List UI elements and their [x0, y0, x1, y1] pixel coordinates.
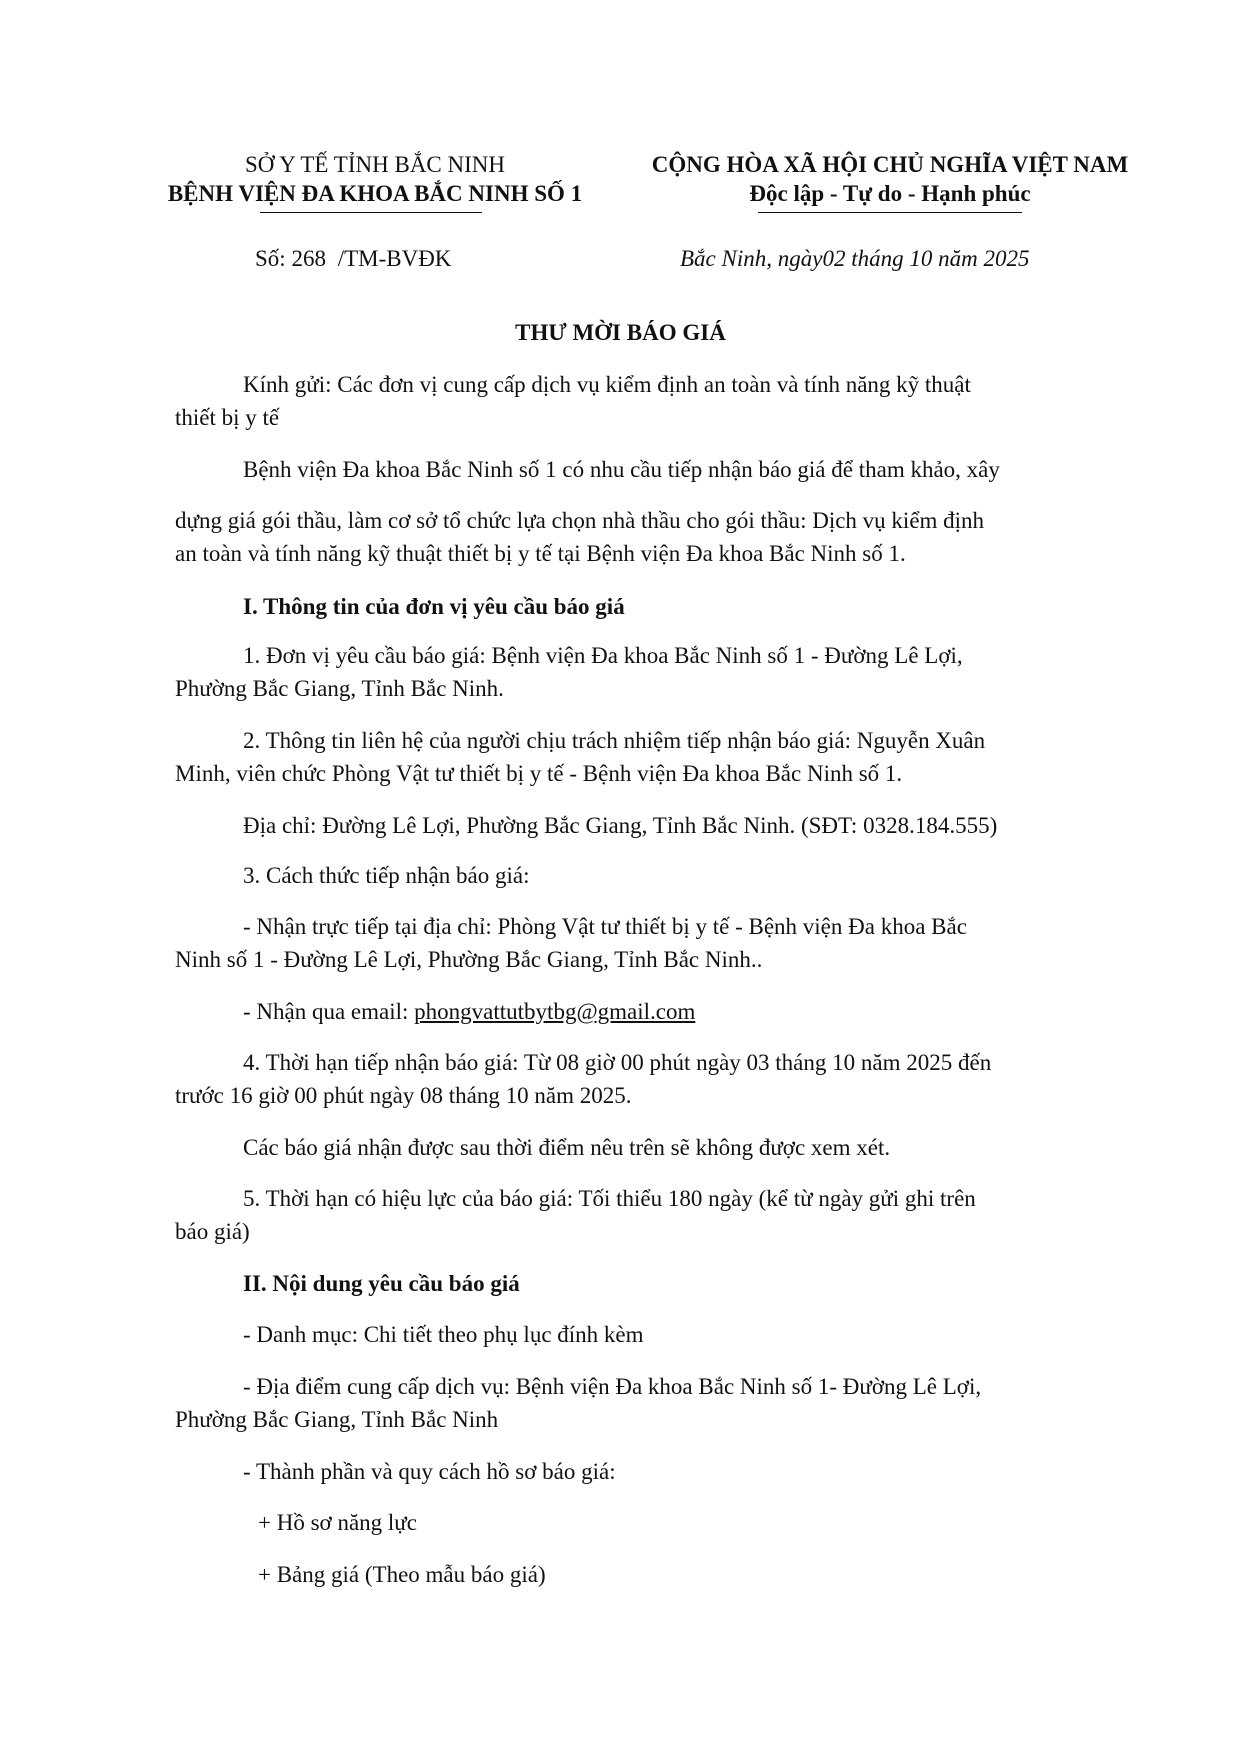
service-location-cont: Phường Bắc Giang, Tỉnh Bắc Ninh [175, 1407, 499, 1432]
sub-item-capacity: + Hồ sơ năng lực [258, 1510, 417, 1535]
email-receipt: - Nhận qua email: phongvattutbytbg@gmail.com [243, 999, 696, 1024]
item-5-cont: báo giá) [175, 1219, 250, 1244]
agency-name: SỞ Y TẾ TỈNH BẮC NINH [244, 152, 506, 177]
hospital-underline [260, 212, 482, 213]
late-note: Các báo giá nhận được sau thời điểm nêu trên sẽ không được xem xét. [243, 1135, 891, 1160]
item-4: 4. Thời hạn tiếp nhận báo giá: Từ 08 giờ 00 phút ngày 03 tháng 10 năm 2025 đến [243, 1050, 992, 1075]
salutation: Kính gửi: Các đơn vị cung cấp dịch vụ kiểm định an toàn và tính năng kỹ thuật [243, 372, 971, 397]
item-2: 2. Thông tin liên hệ của người chịu trách nhiệm tiếp nhận báo giá: Nguyễn Xuân [243, 728, 986, 753]
item-1-cont: Phường Bắc Giang, Tỉnh Bắc Ninh. [175, 676, 504, 701]
item-5: 5. Thời hạn có hiệu lực của báo giá: Tối thiểu 180 ngày (kể từ ngày gửi ghi trên [243, 1186, 976, 1211]
intro-paragraph: Bệnh viện Đa khoa Bắc Ninh số 1 có nhu cầu tiếp nhận báo giá để tham khảo, xây [243, 457, 1000, 482]
nation-motto: Độc lập - Tự do - Hạnh phúc [749, 181, 1031, 206]
item-2-cont: Minh, viên chức Phòng Vật tư thiết bị y tế - Bệnh viện Đa khoa Bắc Ninh số 1. [175, 761, 903, 786]
item-1: 1. Đơn vị yêu cầu báo giá: Bệnh viện Đa khoa Bắc Ninh số 1 - Đường Lê Lợi, [243, 643, 963, 668]
document-title: THƯ MỜI BÁO GIÁ [515, 320, 726, 345]
category-item: - Danh mục: Chi tiết theo phụ lục đính kèm [243, 1322, 644, 1347]
email-link[interactable]: phongvattutbytbg@gmail.com [414, 999, 696, 1024]
intro-paragraph-line2: dựng giá gói thầu, làm cơ sở tổ chức lựa chọn nhà thầu cho gói thầu: Dịch vụ kiểm định [175, 508, 985, 533]
direct-receipt: - Nhận trực tiếp tại địa chỉ: Phòng Vật tư thiết bị y tế - Bệnh viện Đa khoa Bắc [243, 914, 967, 939]
item-3: 3. Cách thức tiếp nhận báo giá: [243, 863, 530, 888]
sub-item-price-table: + Bảng giá (Theo mẫu báo giá) [258, 1562, 546, 1587]
document-number: Số: 268 /TM-BVĐK [255, 246, 452, 271]
contact-address: Địa chỉ: Đường Lê Lợi, Phường Bắc Giang, Tỉnh Bắc Ninh. (SĐT: 0328.184.555) [243, 813, 998, 838]
salutation-cont: thiết bị y tế [175, 405, 280, 430]
section-1-heading: I. Thông tin của đơn vị yêu cầu báo giá [243, 594, 625, 619]
service-location: - Địa điểm cung cấp dịch vụ: Bệnh viện Đa khoa Bắc Ninh số 1- Đường Lê Lợi, [243, 1374, 982, 1399]
item-4-cont: trước 16 giờ 00 phút ngày 08 tháng 10 năm 2025. [175, 1083, 632, 1108]
intro-paragraph-line3: an toàn và tính năng kỹ thuật thiết bị y tế tại Bệnh viện Đa khoa Bắc Ninh số 1. [175, 541, 906, 566]
section-2-heading: II. Nội dung yêu cầu báo giá [243, 1271, 520, 1296]
motto-underline [758, 212, 1022, 213]
place-date: Bắc Ninh, ngày02 tháng 10 năm 2025 [680, 246, 1030, 271]
direct-receipt-cont: Ninh số 1 - Đường Lê Lợi, Phường Bắc Giang, Tỉnh Bắc Ninh.. [175, 947, 763, 972]
nation-title: CỘNG HÒA XÃ HỘI CHỦ NGHĨA VIỆT NAM [651, 152, 1129, 177]
composition: - Thành phần và quy cách hồ sơ báo giá: [243, 1459, 616, 1484]
hospital-name: BỆNH VIỆN ĐA KHOA BẮC NINH SỐ 1 [167, 181, 583, 206]
